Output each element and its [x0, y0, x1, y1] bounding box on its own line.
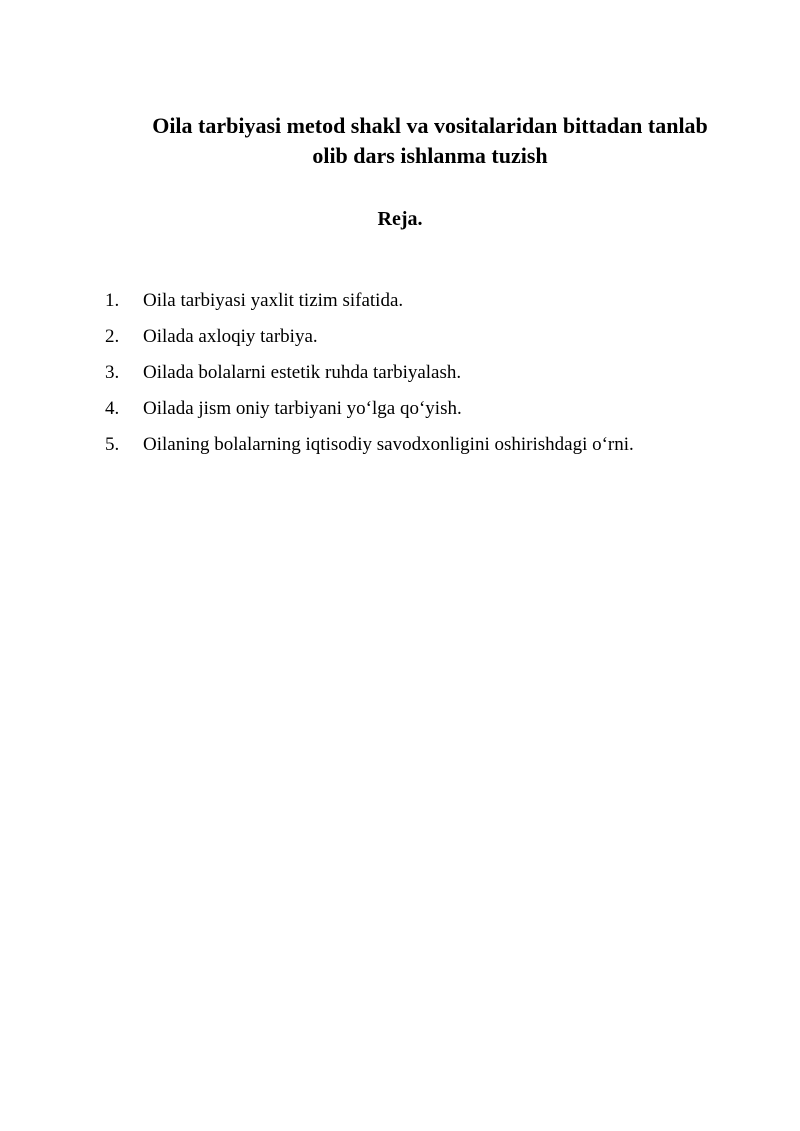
- plan-item-number: 1.: [105, 290, 120, 311]
- plan-item-2: [0, 323, 800, 359]
- plan-item-number: 5.: [105, 434, 120, 455]
- title-line-1: Oila tarbiyasi metod shakl va vositalaridan bittadan tanlab: [152, 113, 708, 138]
- plan-item-text: Oilada axloqiy tarbiya.: [143, 326, 318, 347]
- plan-heading: Reja.: [377, 208, 423, 230]
- plan-item-3: [0, 359, 800, 395]
- plan-item-1: [0, 287, 800, 323]
- plan-item-text: Oilada jism oniy tarbiyani yo‘lga qo‘yish.: [143, 398, 462, 419]
- document-title: [60, 111, 800, 171]
- plan-item-5: [0, 431, 800, 467]
- plan-item-text: Oilaning bolalarning iqtisodiy savodxonligini oshirishdagi o‘rni.: [143, 434, 634, 455]
- plan-list: [0, 287, 800, 467]
- plan-item-number: 4.: [105, 398, 120, 419]
- title-line-2: olib dars ishlanma tuzish: [312, 143, 548, 168]
- plan-item-number: 3.: [105, 362, 120, 383]
- plan-item-text: Oila tarbiyasi yaxlit tizim sifatida.: [143, 290, 404, 311]
- plan-item-number: 2.: [105, 326, 120, 347]
- plan-item-text: Oilada bolalarni estetik ruhda tarbiyalash.: [143, 362, 462, 383]
- plan-item-4: [0, 395, 800, 431]
